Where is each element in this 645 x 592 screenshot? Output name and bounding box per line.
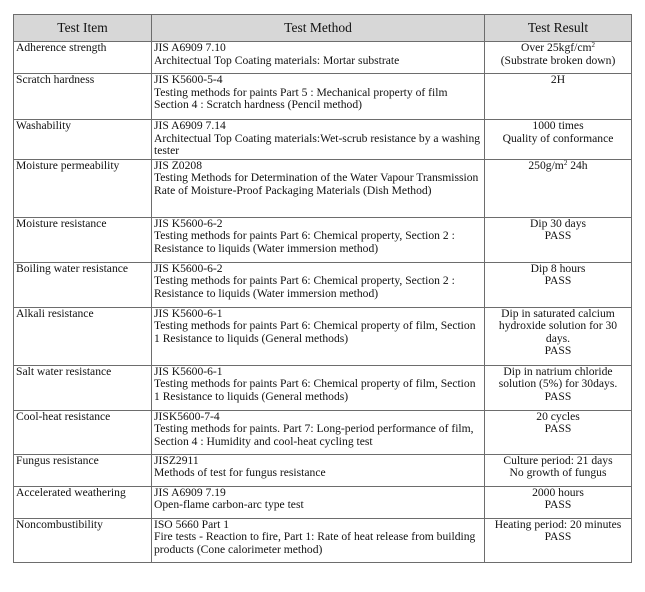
method-description: Architectual Top Coating materials: Mortar substrate [154, 53, 400, 67]
result-line: Heating period: 20 minutes [494, 517, 622, 531]
result-line: Culture period: 21 days [503, 453, 613, 467]
result-line: (Substrate broken down) [500, 53, 616, 67]
test-item-cell: Scratch hardness [14, 74, 152, 120]
test-method-cell [152, 307, 485, 365]
table-row [14, 159, 632, 217]
test-result-cell [485, 262, 632, 307]
test-item-cell: Noncombustibility [14, 518, 152, 562]
method-standard: JISZ2911 [154, 453, 199, 467]
test-result-cell [485, 159, 632, 217]
result-line: Dip in natrium chloride solution (5%) for 30days. [498, 364, 618, 390]
test-item-cell: Accelerated weathering [14, 486, 152, 518]
test-method-cell [152, 217, 485, 262]
table-row [14, 518, 632, 562]
test-result-cell [485, 410, 632, 454]
test-item-cell: Cool-heat resistance [14, 410, 152, 454]
table-row [14, 42, 632, 74]
result-line: PASS [544, 274, 572, 287]
test-result-cell [485, 217, 632, 262]
header-test-result: Test Result [485, 15, 632, 42]
table-row [14, 365, 632, 410]
test-method-cell [152, 42, 485, 74]
test-result-cell [485, 365, 632, 410]
test-method-cell [152, 120, 485, 160]
test-item-cell: Boiling water resistance [14, 262, 152, 307]
test-item-cell: Adherence strength [14, 42, 152, 74]
test-method-cell [152, 518, 485, 562]
result-line: Quality of conformance [502, 131, 614, 145]
result-line: Dip 8 hours [530, 261, 586, 275]
result-line: PASS [544, 344, 572, 357]
method-standard: JIS K5600-6-2 [154, 261, 223, 275]
method-description: Testing methods for paints Part 6: Chemical property, Section 2 : Resistance to liquids (Water immersion method) [154, 229, 455, 255]
method-standard: JIS K5600-6-2 [154, 216, 223, 230]
test-result-cell [485, 42, 632, 74]
table-row [14, 262, 632, 307]
test-item-cell: Washability [14, 120, 152, 160]
method-standard: ISO 5660 Part 1 [154, 517, 230, 531]
method-standard: JIS A6909 7.14 [154, 119, 226, 132]
method-description: Architectual Top Coating materials:Wet-scrub resistance by a washing tester [154, 131, 481, 157]
result-line [487, 42, 629, 55]
result-value: 250g/m [528, 158, 564, 172]
table-row [14, 486, 632, 518]
test-method-cell [152, 159, 485, 217]
result-line: Dip 30 days [529, 216, 587, 230]
result-line: PASS [544, 498, 572, 511]
table-header-row [14, 15, 632, 42]
method-standard: JIS A6909 7.10 [154, 41, 226, 54]
method-standard: JISK5600-7-4 [154, 409, 220, 423]
test-item-cell: Fungus resistance [14, 454, 152, 486]
test-method-cell [152, 74, 485, 120]
test-results-table [13, 14, 632, 563]
test-result-cell [485, 518, 632, 562]
result-line: PASS [544, 422, 572, 435]
test-method-cell [152, 486, 485, 518]
method-description: Testing methods for paints Part 6: Chemical property, Section 2 : Resistance to liquids (Water immersion method) [154, 274, 455, 300]
test-item-cell: Salt water resistance [14, 365, 152, 410]
header-test-item: Test Item [14, 15, 152, 42]
result-line: 1000 times [532, 119, 584, 132]
result-superscript: 2 [563, 158, 568, 167]
test-result-cell [485, 486, 632, 518]
method-description: Testing Methods for Determination of the Water Vapour Transmission Rate of Moisture-Proof Packaging Materials (Dish Method) [154, 171, 479, 197]
table-row [14, 454, 632, 486]
test-result-cell [485, 454, 632, 486]
test-result-cell [485, 74, 632, 120]
test-result-cell [485, 120, 632, 160]
table-row [14, 217, 632, 262]
method-standard: JIS K5600-5-4 [154, 73, 223, 86]
test-method-cell [152, 410, 485, 454]
result-line: No growth of fungus [509, 466, 607, 479]
method-description: Fire tests - Reaction to fire, Part 1: Rate of heat release from building products (Cone calorimeter method) [154, 530, 476, 556]
test-method-cell [152, 262, 485, 307]
test-method-cell [152, 365, 485, 410]
method-description: Testing methods for paints. Part 7: Long-period performance of film, Section 4 : Humidity and cool-heat cycling test [154, 422, 474, 448]
header-test-method: Test Method [152, 15, 485, 42]
method-description: Testing methods for paints Part 6: Chemical property of film, Section 1 Resistance to liquids (General methods) [154, 377, 476, 403]
method-description: Testing methods for paints Part 5 : Mechanical property of film Section 4 : Scratch hardness (Pencil method) [154, 85, 448, 111]
method-standard: JIS K5600-6-1 [154, 364, 223, 378]
method-standard: JIS K5600-6-1 [154, 306, 223, 320]
result-line: 20 cycles [536, 409, 580, 423]
method-description: Open-flame carbon-arc type test [154, 498, 304, 511]
table-row [14, 120, 632, 160]
table-row [14, 74, 632, 120]
table-row [14, 410, 632, 454]
result-line [487, 160, 629, 173]
test-result-cell [485, 307, 632, 365]
result-unit: 24h [567, 158, 588, 172]
method-standard: JIS Z0208 [154, 158, 202, 172]
test-item-cell: Moisture resistance [14, 217, 152, 262]
result-value: Over 25kgf/cm [520, 41, 592, 54]
result-line: 2000 hours [532, 485, 584, 499]
test-item-cell: Alkali resistance [14, 307, 152, 365]
test-item-cell: Moisture permeability [14, 159, 152, 217]
table-row [14, 307, 632, 365]
result-line: PASS [544, 389, 572, 403]
result-line: Dip in saturated calcium hydroxide solution for 30 days. [498, 306, 618, 345]
result-line: PASS [544, 530, 572, 543]
test-method-cell [152, 454, 485, 486]
method-description: Testing methods for paints Part 6: Chemical property of film, Section 1 Resistance to liquids (General methods) [154, 319, 476, 345]
result-line: PASS [544, 229, 572, 242]
result-line: 2H [550, 73, 566, 86]
result-superscript: 2 [591, 41, 595, 49]
method-description: Methods of test for fungus resistance [154, 466, 326, 479]
method-standard: JIS A6909 7.19 [154, 485, 226, 499]
